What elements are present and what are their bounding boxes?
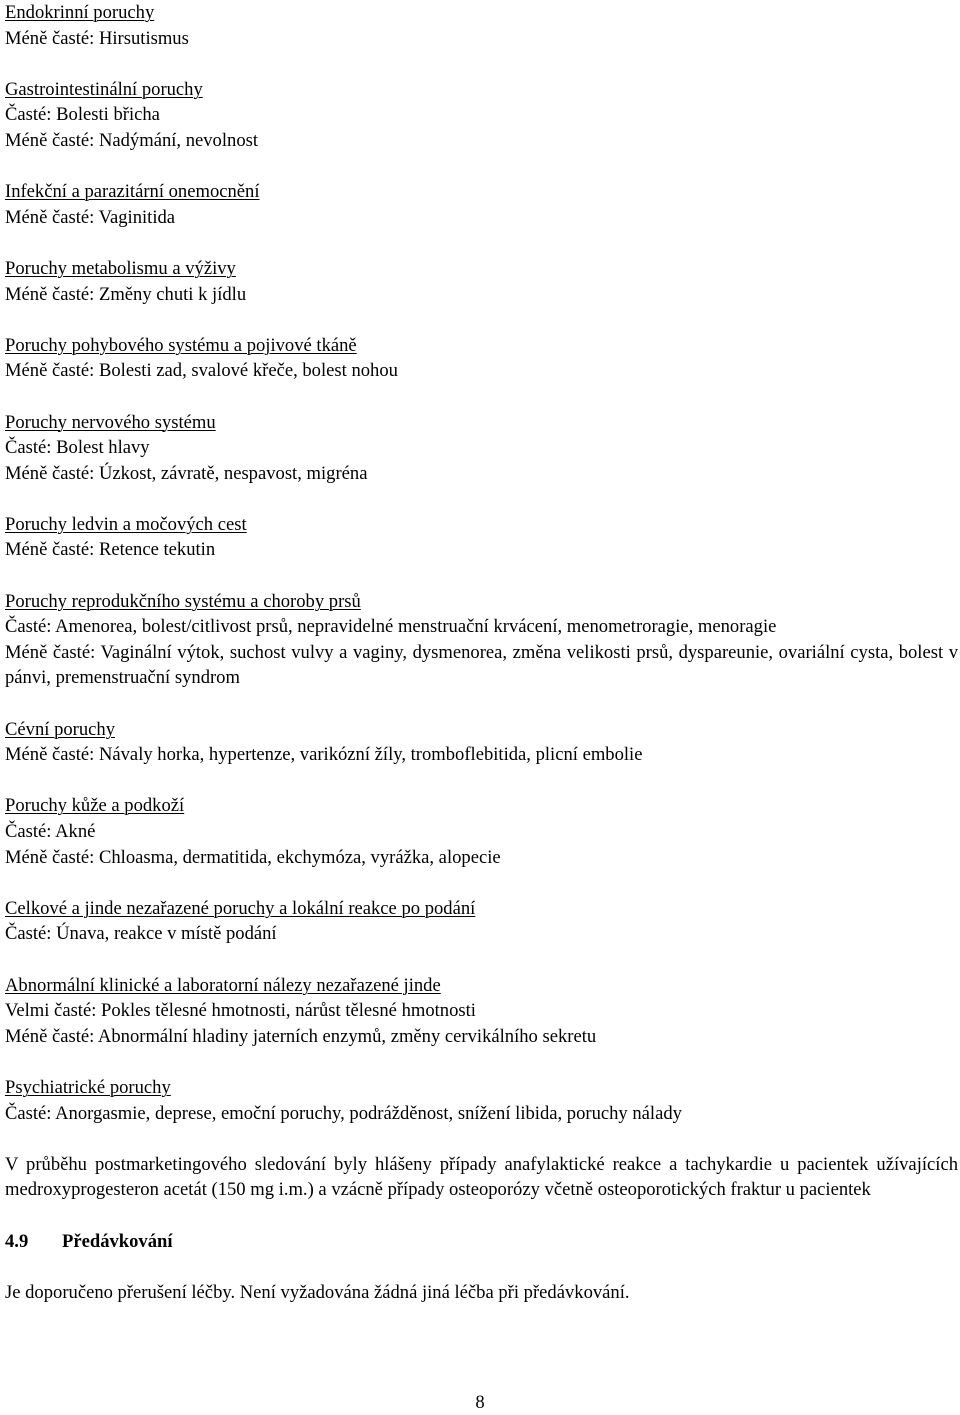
section-musculoskeletal [5, 333, 958, 384]
section-heading: Gastrointestinální poruchy [5, 78, 203, 100]
section-line: Méně časté: Návaly horka, hypertenze, varikózní žíly, tromboflebitida, plicní embolie [5, 744, 643, 766]
section-number: 4.9 [5, 1230, 29, 1252]
section-renal [5, 512, 958, 563]
section-line: Méně časté: Chloasma, dermatitida, ekchymóza, vyrážka, alopecie [5, 846, 501, 868]
section-heading: Poruchy reprodukčního systému a choroby prsů [5, 590, 361, 612]
section-line: Časté: Anorgasmie, deprese, emoční poruchy, podrážděnost, snížení libida, poruchy nálady [5, 1102, 682, 1124]
section-skin [5, 793, 958, 870]
section-heading: Endokrinní poruchy [5, 2, 155, 23]
section-line: Časté: Bolest hlavy [5, 437, 150, 459]
section-line: Velmi časté: Pokles tělesné hmotnosti, nárůst tělesné hmotnosti [5, 1000, 476, 1022]
section-title: Předávkování [62, 1230, 173, 1252]
section-heading: Celkové a jinde nezařazené poruchy a lokální reakce po podání [5, 897, 476, 919]
section-4-9-heading [5, 1229, 958, 1255]
section-line: Méně časté: Abnormální hladiny jaterních enzymů, změny cervikálního sekretu [5, 1025, 597, 1047]
section-heading: Psychiatrické poruchy [5, 1076, 171, 1098]
section-line: Méně časté: Vaginitida [5, 206, 176, 228]
postmarketing-paragraph: V průběhu postmarketingového sledování byly hlášeny případy anafylaktické reakce a tachykardie u pacientek užívajících medroxyprogesteron acetát (150 mg i.m.) a vzácně případy osteoporózy včetně osteoporotických fraktur u pacientek [5, 1153, 958, 1201]
section-general [5, 896, 958, 947]
page-number: 8 [475, 1392, 485, 1413]
section-line: Časté: Akné [5, 821, 96, 842]
section-line: Časté: Amenorea, bolest/citlivost prsů, nepravidelné menstruační krvácení, menometroragie, menoragie [5, 616, 777, 638]
section-reproductive [5, 589, 958, 691]
section-heading: Abnormální klinické a laboratorní nálezy nezařazené jinde [5, 974, 441, 996]
section-heading: Cévní poruchy [5, 718, 115, 740]
section-heading: Poruchy nervového systému [5, 411, 216, 433]
section-line: Méně časté: Nadýmání, nevolnost [5, 129, 259, 151]
section-infections [5, 179, 958, 230]
section-heading: Poruchy metabolismu a výživy [5, 257, 236, 279]
section-line: Časté: Bolesti břicha [5, 104, 160, 126]
section-line: Méně časté: Vaginální výtok, suchost vulvy a vaginy, dysmenorea, změna velikosti prsů, dyspareunie, ovariální cysta, bolest v pánvi, premenstruační syndrom [5, 641, 958, 689]
section-metabolism [5, 256, 958, 307]
section-line: Méně časté: Změny chuti k jídlu [5, 283, 247, 305]
document-page [5, 0, 958, 1305]
section-heading: Poruchy kůže a podkoží [5, 795, 185, 817]
section-psychiatric [5, 1075, 958, 1126]
section-vascular [5, 717, 958, 768]
section-line: Méně časté: Bolesti zad, svalové křeče, bolest nohou [5, 360, 398, 382]
section-line: Méně časté: Hirsutismus [5, 27, 189, 49]
section-heading: Poruchy pohybového systému a pojivové tkáně [5, 334, 357, 356]
section-heading: Infekční a parazitární onemocnění [5, 181, 260, 203]
overdose-text: Je doporučeno přerušení léčby. Není vyžadována žádná jiná léčba při předávkování. [5, 1281, 630, 1303]
section-line: Méně časté: Retence tekutin [5, 539, 216, 561]
section-investigations [5, 973, 958, 1050]
section-gastrointestinal [5, 77, 958, 154]
section-line: Časté: Únava, reakce v místě podání [5, 923, 277, 945]
section-endocrine [5, 0, 958, 51]
section-heading: Poruchy ledvin a močových cest [5, 513, 247, 535]
section-nervous-system [5, 410, 958, 487]
section-line: Méně časté: Úzkost, závratě, nespavost, migréna [5, 462, 368, 484]
